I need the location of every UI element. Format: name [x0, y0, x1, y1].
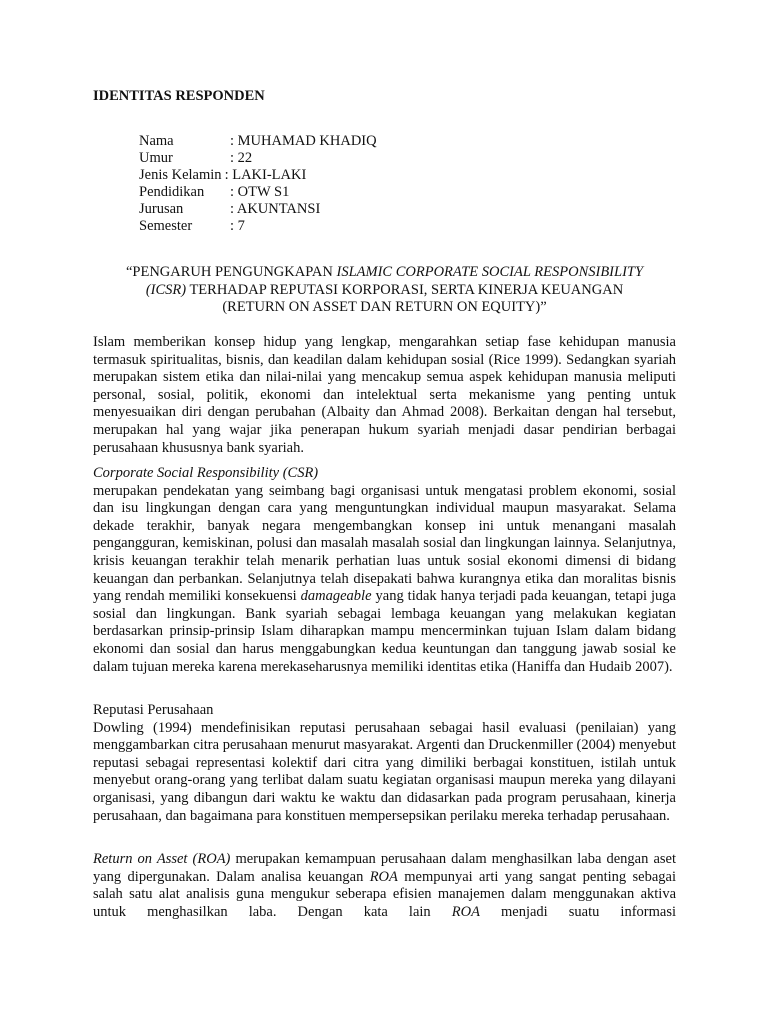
identity-row-name	[139, 133, 377, 150]
identity-value: : AKUNTANSI	[230, 201, 321, 217]
csr-paragraph	[93, 483, 676, 677]
title-italic: ISLAMIC CORPORATE SOCIAL RESPONSIBILITY	[336, 264, 644, 280]
research-title	[93, 264, 676, 317]
identity-value: : 7	[230, 218, 245, 234]
title-line-2	[93, 282, 676, 300]
csr-text: merupakan pendekatan yang seimbang bagi organisasi untuk mengatasi problem ekonomi, sosial dan isu lingkungan dengan cara yang menguntungkan individual maupun masyarakat. Selama dekade terakhir, banyak negara mengembangkan konsep ini untuk menangani masalah pengangguran, kemiskinan, polusi dan masalah masalah sosial dan lingkungan lainnya. Selanjutnya, krisis keuangan terakhir telah menarik perhatian luas untuk sosial ekonomi dimensi di bidang keuangan dan perbankan. Selanjutnya telah disepakati bahwa kurangnya etika dan moralitas bisnis yang rendah memiliki konsekuensi	[93, 482, 676, 605]
roa-term: Return on Asset (ROA)	[93, 851, 231, 867]
identity-label: Umur	[139, 150, 173, 166]
identity-label: Jenis Kelamin	[139, 167, 222, 183]
title-text: “PENGARUH PENGUNGKAPAN	[125, 264, 337, 280]
identity-value: : OTW S1	[230, 184, 290, 200]
roa-paragraph	[93, 851, 676, 921]
identity-label: Nama	[139, 133, 174, 149]
identity-label: Semester	[139, 218, 193, 234]
csr-italic-term: damageable	[300, 588, 372, 605]
reputation-title: Reputasi Perusahaan	[93, 702, 214, 718]
roa-section	[93, 851, 676, 921]
csr-title	[93, 465, 676, 483]
roa-term: ROA	[369, 868, 398, 885]
title-line-3: (RETURN ON ASSET DAN RETURN ON EQUITY)”	[222, 299, 547, 316]
identity-value: : 22	[230, 150, 253, 166]
roa-text: merupakan kemampuan perusahaan dalam menghasilkan laba dengan aset yang dipergunakan. Dalam analisa keuangan	[93, 851, 676, 885]
reputation-section	[93, 702, 676, 825]
identity-row-gender	[139, 167, 377, 184]
title-italic: (ICSR)	[145, 281, 187, 298]
identity-row-education	[139, 184, 377, 201]
identity-value: : LAKI-LAKI	[224, 167, 307, 183]
roa-text: mempunyai arti yang sangat penting sebagai salah satu alat analisis guna mengukur seberapa efisien manajemen dalam menggunakan aktiva untuk menghasilkan laba. Dengan kata lain	[93, 868, 676, 920]
respondent-identity	[139, 133, 377, 235]
identity-label: Pendidikan	[139, 184, 205, 200]
title-text: TERHADAP REPUTASI KORPORASI, SERTA KINERJA KEUANGAN	[186, 281, 624, 298]
csr-section	[93, 465, 676, 676]
identity-label: Jurusan	[139, 201, 184, 217]
roa-term: ROA	[451, 903, 480, 920]
page-heading: IDENTITAS RESPONDEN	[93, 88, 265, 104]
identity-row-age	[139, 150, 377, 167]
title-line-1	[93, 264, 676, 282]
csr-title-text: Corporate Social Responsibility (CSR)	[93, 465, 319, 481]
intro-paragraph	[93, 334, 676, 457]
reputation-paragraph: Dowling (1994) mendefinisikan reputasi perusahaan sebagai hasil evaluasi (penilaian) yang menggambarkan citra perusahaan menurut masyarakat. Argenti dan Druckenmiller (2004) menyebut reputasi sebagai representasi kolektif dari citra yang dimiliki berbagai konstituen, istilah untuk menyebut orang-orang yang terlibat dalam suatu kegiatan organisasi maupun mereka yang dilayani organisasi, yang dibangun dari waktu ke waktu dan didasarkan pada program perusahaan, kinerja perusahaan, dan bagaimana para konstituen mempersepsikan perilaku mereka terhadap perusahaan.	[93, 719, 676, 824]
identity-row-major	[139, 201, 377, 218]
csr-text: yang tidak hanya terjadi pada keuangan, tetapi juga sosial dan lingkungan. Bank syariah sebagai lembaga keuangan yang melakukan kegiatan berdasarkan prinsip-prinsip Islam diharapkan mampu mencerminkan tujuan Islam dalam bidang ekonomi dan sosial dan harus menggabungkan kedua keuntungan dan tanggung jawab sosial ke dalam tujuan mereka karena merekaseharusnya memiliki identitas etika (Haniffa dan Hudaib 2007).	[93, 588, 676, 675]
intro-text: Islam memberikan konsep hidup yang lengkap, mengarahkan setiap fase kehidupan manusia termasuk spiritualitas, bisnis, dan keadilan dalam kehidupan sosial (Rice 1999). Sedangkan syariah merupakan sistem etika dan nilai-nilai yang mencakup semua aspek kehidupan manusia meliputi personal, sosial, politik, ekonomi dan intelektual serta mekanisme yang penting untuk menyesuaikan diri dengan perubahan (Albaity dan Ahmad 2008). Berkaitan dengan hal tersebut, merupakan hal yang wajar jika penerapan hukum syariah menjadi dasar pendirian berbagai perusahaan khususnya bank syariah.	[93, 334, 676, 456]
roa-text: menjadi suatu informasi	[479, 903, 677, 920]
identity-row-semester	[139, 218, 377, 235]
identity-value: : MUHAMAD KHADIQ	[230, 133, 377, 149]
